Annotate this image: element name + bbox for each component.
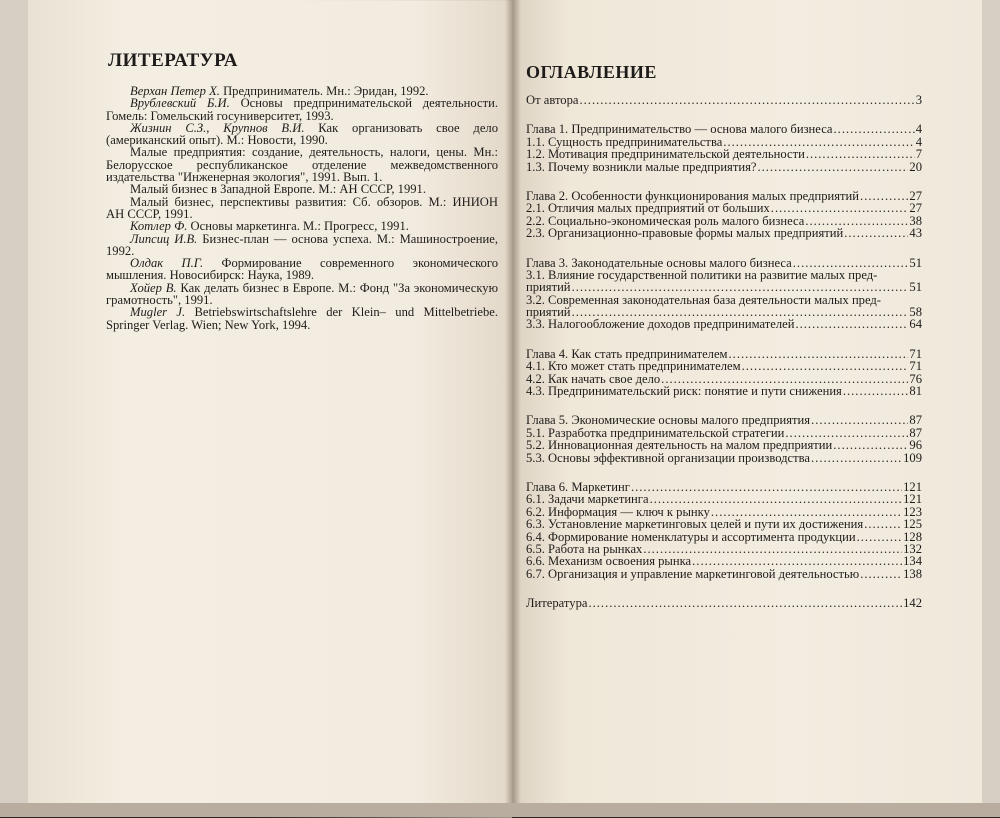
toc-entry: 3.3. Налогообложение доходов предпринимателей ..... 64 — [526, 318, 922, 330]
toc-entry: 5.3. Основы эффективной организации производства ..... 109 — [526, 452, 922, 464]
toc-entry: 6.7. Организация и управление маркетинговой деятельностью ..... 138 — [526, 568, 922, 580]
reference-item: Котлер Ф. Основы маркетинга. М.: Прогресс, 1991. — [130, 219, 409, 234]
toc-entry: 1.1. Сущность предпринимательства ..... 4 — [526, 136, 922, 148]
toc-entry-line: 3.2. Современная законодательная база деятельности малых пред- — [526, 292, 882, 307]
toc-chapter: Глава 2. Особенности функционирования малых предприятий ..... 27 — [526, 190, 922, 202]
toc-entry: 4.3. Предпринимательский риск: понятие и пути снижения ..... 81 — [526, 385, 922, 397]
reference-item: Олдак П.Г. Формирование современного экономического мышления. Новосибирск: Наука, 1989. — [106, 256, 499, 283]
toc-entry-line: 3.1. Влияние государственной политики на развитие малых пред- — [526, 267, 878, 282]
reference-item: Верхан Петер Х. Предприниматель. Мн.: Эридан, 1992. — [130, 84, 429, 98]
reference-item: Малый бизнес, перспективы развития: Сб. обзоров. М.: ИНИОН АН СССР, 1991. — [106, 194, 498, 221]
toc-entry: 4.1. Кто может стать предпринимателем ..... 71 — [526, 360, 922, 372]
page-edge — [0, 803, 1000, 817]
reference-item: Малый бизнес в Западной Европе. М.: АН СССР, 1991. — [130, 182, 426, 197]
reference-item: Липсиц И.В. Бизнес-план — основа успеха. М.: Машиностроение, 1992. — [106, 231, 498, 258]
toc-entry: приятий ..... 51 — [526, 281, 922, 293]
toc-entry: 1.3. Почему возникли малые предприятия? ..... 20 — [526, 161, 922, 173]
literature-title: ЛИТЕРАТУРА — [108, 50, 239, 71]
leader-dots — [580, 94, 915, 106]
toc-entry: 6.2. Информация — ключ к рынку ..... 123 — [526, 506, 922, 518]
toc-entry: 6.6. Механизм освоения рынка ..... 134 — [526, 555, 922, 567]
reference-item: Жизнин С.З., Крупнов В.И. Как организовать свое дело (американский опыт). М.: Новости, 1990. — [106, 120, 498, 148]
toc-entry-intro: От автора ..... 3 — [526, 94, 922, 106]
reference-item: Mugler J. Betriebswirtschaftslehre der Klein– und Mittelbetriebe. Springer Verlag. Wien; New York, 1994. — [106, 305, 498, 332]
reference-item: Малые предприятия: создание, деятельность, налоги, цены. Мн.: Белорусское республиканское отделение межведомственного издательства "Инженерная экология", 1991. Вып. 1. — [106, 145, 498, 185]
reference-item: Врублевский Б.И. Основы предпринимательской деятельности. Гомель: Гомельский госуниверситет, 1993. — [106, 96, 498, 123]
toc-entry: 6.1. Задачи маркетинга ..... 121 — [526, 493, 922, 505]
toc-chapter: Глава 5. Экономические основы малого предприятия ..... 87 — [526, 414, 922, 426]
toc-entry: 5.1. Разработка предпринимательской стратегии ..... 87 — [526, 427, 922, 439]
toc-entry: 6.5. Работа на рынках ..... 132 — [526, 543, 922, 555]
toc-entry: 5.2. Инновационная деятельность на малом предприятии ..... 96 — [526, 439, 922, 451]
toc-entry: 1.2. Мотивация предпринимательской деятельности ..... 7 — [526, 148, 922, 160]
toc-entry: приятий ..... 58 — [526, 306, 922, 318]
toc-entry: 2.2. Социально-экономическая роль малого бизнеса ..... 38 — [526, 215, 922, 227]
toc-chapter: Глава 4. Как стать предпринимателем ..... 71 — [526, 348, 922, 360]
toc-entry: 2.1. Отличия малых предприятий от больших ..... 27 — [526, 202, 922, 214]
reference-item: Хойер В. Как делать бизнес в Европе. М.: Фонд "За экономическую грамотность", 1991. — [106, 280, 498, 308]
toc-chapter: Глава 3. Законодательные основы малого бизнеса ..... 51 — [526, 257, 922, 269]
toc-chapter: Глава 6. Маркетинг ..... 121 — [526, 481, 922, 493]
toc-entry: 6.4. Формирование номенклатуры и ассортимента продукции ..... 128 — [526, 531, 922, 543]
toc-entry-literature: Литература ..... 142 — [526, 597, 922, 609]
reference-list — [106, 85, 498, 331]
toc-chapter: Глава 1. Предпринимательство — основа малого бизнеса ..... 4 — [526, 123, 922, 135]
toc-entry: 4.2. Как начать свое дело ..... 76 — [526, 373, 922, 385]
table-of-contents — [526, 94, 922, 610]
toc-entry: 2.3. Организационно-правовые формы малых предприятий ..... 43 — [526, 227, 922, 239]
book-gutter — [505, 0, 521, 817]
toc-entry: 6.3. Установление маркетинговых целей и пути их достижения ..... 125 — [526, 518, 922, 530]
contents-title: ОГЛАВЛЕНИЕ — [526, 62, 657, 82]
